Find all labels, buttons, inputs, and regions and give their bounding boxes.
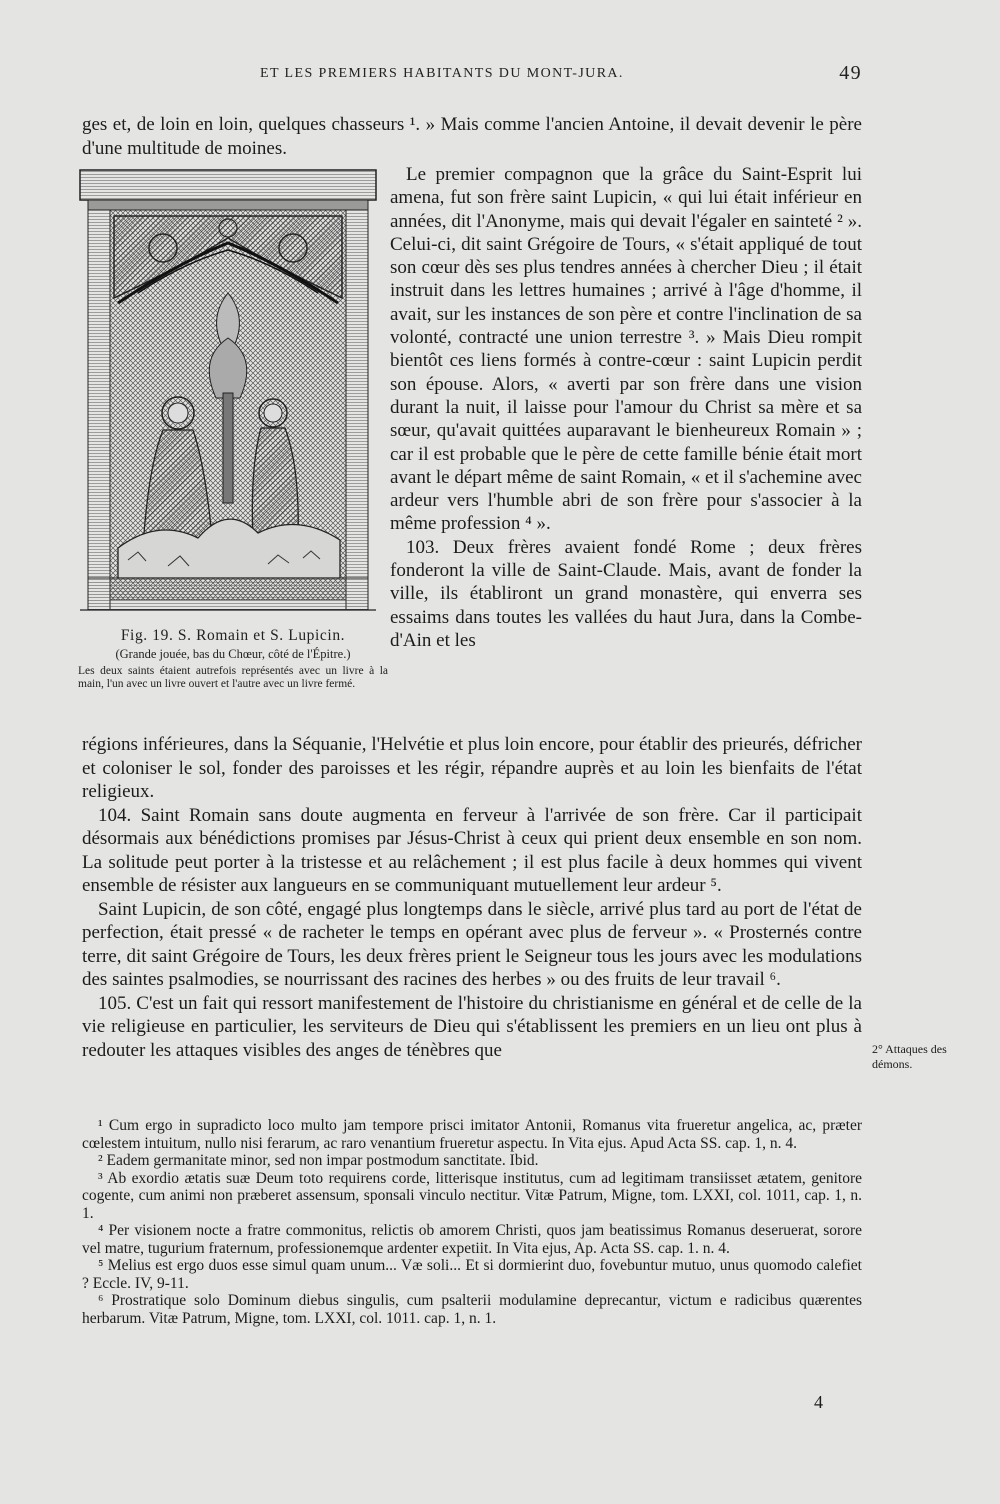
footnotes bbox=[82, 1117, 862, 1327]
footnote-5: ⁵ Melius est ergo duos esse simul quam unum... Væ soli... Et si dormierint duo, fovebuntur mutuo, unus quomodo calefiet ? Eccle. IV, 9-11. bbox=[82, 1257, 862, 1292]
footnote-1: ¹ Cum ergo in supradicto loco multo jam tempore prisci imitator Antonii, Romanus vita frueretur angelica, ac, præter cœlestem intuitum, nullo nisi ferarum, ac raro venantium frueretur aspectu. In Vita ejus. Apud Acta SS. cap. 1, n. 4. bbox=[82, 1117, 862, 1152]
paragraph: Saint Lupicin, de son côté, engagé plus longtemps dans le siècle, arrivé plus tard au port de l'état de perfection, était pressé « de racheter le temps en opérant avec plus de ferveur ». « Prosternés contre terre, dit saint Grégoire de Tours, les deux frères prient le Seigneur tous les jours avec les modulations des saintes psalmodies, se nourrissant des racines des herbes » ou des fruits de leur travail ⁶. bbox=[82, 898, 862, 990]
margin-note: 2° Attaques des démons. bbox=[872, 1042, 947, 1071]
signature-mark: 4 bbox=[814, 1392, 823, 1412]
footnote-6: ⁶ Prostratique solo Dominum diebus singulis, cum psalterii modulamine deprecantur, victum e radicibus quærentes herbarum. Vitæ Patrum, Migne, tom. LXXI, col. 1011. cap. 1, n. 1. bbox=[82, 1292, 862, 1327]
main-text-continued bbox=[82, 733, 862, 1062]
caption-title: Fig. 19. S. Romain et S. Lupicin. bbox=[120, 627, 346, 644]
running-title: ET LES PREMIERS HABITANTS DU MONT-JURA. bbox=[260, 66, 624, 81]
paragraph-103: 103. Deux frères avaient fondé Rome ; deux frères fonderont la ville de Saint-Claude. Mais, avant de fonder la ville, ils établiront un grand monastère, qui enverra ses essaims dans toutes les vallées du haut Jura, dans la Combe-d'Ain et les bbox=[390, 536, 862, 651]
caption-note: Les deux saints étaient autrefois représentés avec un livre à la main, l'un avec un livre ouvert et l'autre avec un livre fermé. bbox=[78, 665, 388, 690]
footnote-4: ⁴ Per visionem nocte a fratre commonitus, relictis ob amorem Christi, quos jam beatissimus Romanus deseruerat, sorore vel matre, tugurium fraternum, professionemque ardenter expetiit. In Vita ejus, Ap. Acta SS. cap. 1. n. 4. bbox=[82, 1222, 862, 1257]
carving-engraving bbox=[78, 168, 378, 618]
paragraph-105: 105. C'est un fait qui ressort manifestement de l'histoire du christianisme en général et de celle de la vie religieuse en particulier, les serviteurs de Dieu qui s'établissent les premiers en un lieu ont plus à redouter les attaques visibles des anges de ténèbres que bbox=[82, 992, 862, 1061]
footnote-2: ² Eadem germanitate minor, sed non impar postmodum sanctitate. Ibid. bbox=[98, 1152, 539, 1169]
paragraph-104: 104. Saint Romain sans doute augmenta en ferveur à l'arrivée de son frère. Car il participait désormais aux bénédictions promises par Jésus-Christ à ceux qui prient deux ensemble en son nom. La solitude peut porter à la tristesse et au relâchement ; il est plus facile à deux hommes qui vivent ensemble de résister aux langueurs en se communiquant mutuellement leur ardeur ⁵. bbox=[82, 804, 862, 896]
page-number: 49 bbox=[839, 62, 862, 84]
paragraph: régions inférieures, dans la Séquanie, l'Helvétie et plus loin encore, pour établir des prieurés, défricher et coloniser le sol, fonder des paroisses et les régir, répandre auprès et au loin les bienfaits de l'état religieux. bbox=[82, 734, 862, 802]
figure-19-illustration bbox=[78, 168, 378, 618]
paragraph: ges et, de loin en loin, quelques chasseurs ¹. » Mais comme l'ancien Antoine, il devait devenir le père d'une multitude de moines. bbox=[82, 114, 862, 159]
figure-caption bbox=[78, 627, 388, 691]
opening-paragraph bbox=[82, 113, 862, 160]
caption-location: (Grande jouée, bas du Chœur, côté de l'Épitre.) bbox=[115, 647, 351, 661]
footnote-3: ³ Ab exordio ætatis suæ Deum toto requirens corde, litterisque institutus, cum ad legitimam transiisset ætatem, genitore cogente, cum animi non præberet assensum, sponsali vinculo nectitur. Vitæ Patrum, Migne, tom. LXXI, col. 1011, cap. 1, n. 1. bbox=[82, 1169, 862, 1222]
paragraph: Le premier compagnon que la grâce du Saint-Esprit lui amena, fut son frère saint Lupicin, « qui lui était inférieur en années, dit l'Anonyme, mais qui devait l'égaler en sainteté ² ». Celui-ci, dit saint Grégoire de Tours, « s'était appliqué de tout son cœur dès ses plus tendres années à chercher Dieu ; il était instruit dans les lettres humaines ; arrivé à l'âge d'homme, il avait, sur les instances de son père et contre l'inclination de sa volonté, contracté une union terrestre ³. » Mais Dieu rompit bientôt ces liens formés à contre-cœur : saint Lupicin perdit son épouse. Alors, « averti par son frère dans une vision durant la nuit, il laisse pour l'amour du Christ sa mère et sa sœur, qu'avait quittées auparavant le bienheureux Romain » ; car il est probable que le père de cette famille bénie était mort avant le départ même de saint Romain, « et il s'achemine avec ardeur vers l'humble abri de son frère pour s'associer à la même profession ⁴ ». bbox=[390, 164, 862, 535]
right-column-text bbox=[390, 163, 862, 652]
